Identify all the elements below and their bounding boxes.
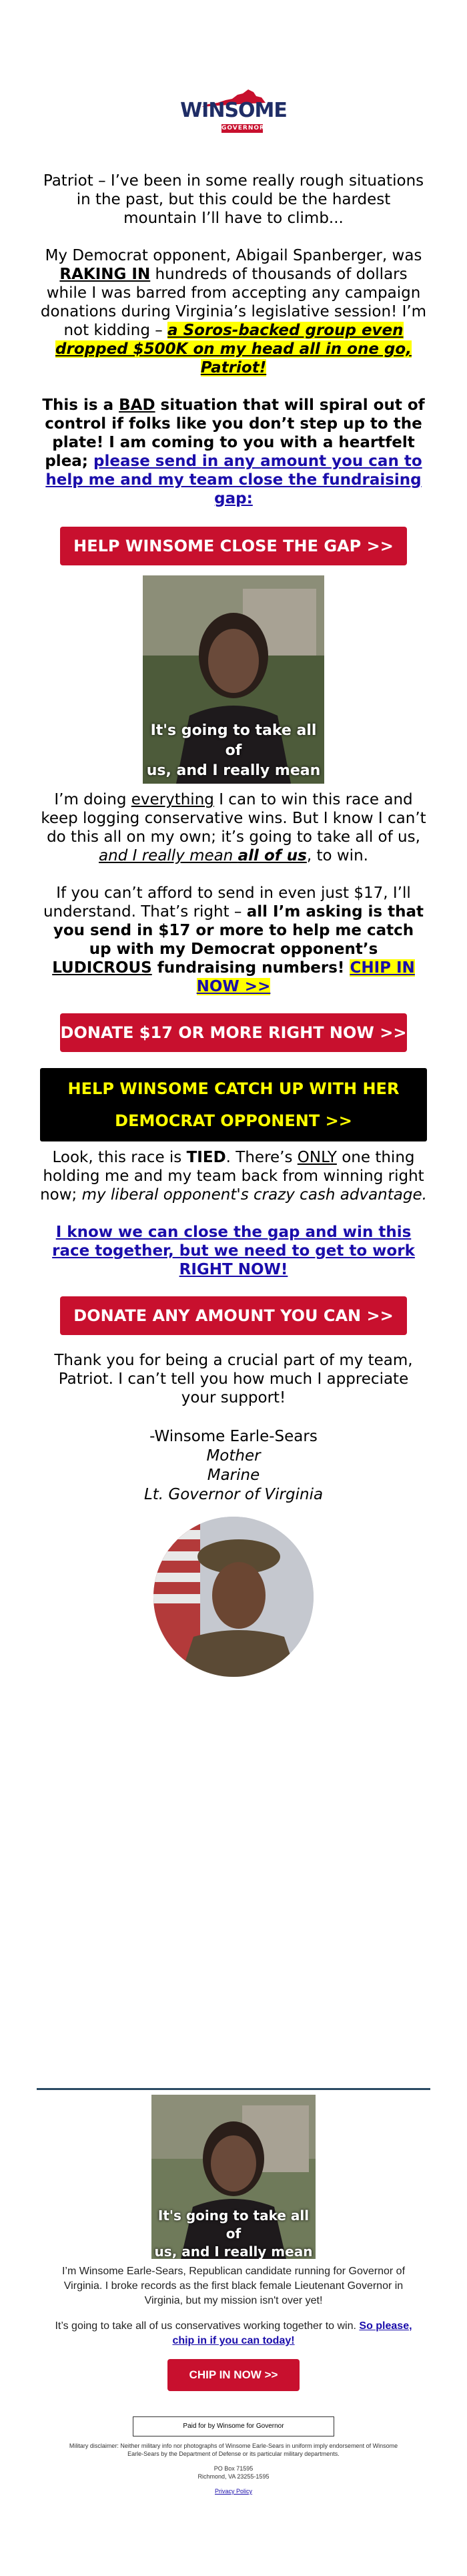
tied-text-c: . There’s — [225, 1149, 298, 1166]
signature-title-lt-governor: Lt. Governor of Virginia — [143, 1486, 324, 1503]
marine-portrait-graphic — [153, 1517, 314, 1677]
letter-body-2 — [0, 790, 467, 996]
campaign-logo[interactable] — [173, 87, 294, 138]
opponent-text-c: hundreds of thousands of dollars while I was barred from accepting any campaign donations during Virginia’s legislative session! I’m not kidding – — [40, 266, 427, 339]
paid-for-box: Paid for by Winsome for Governor — [133, 2416, 334, 2436]
address-line2: Richmond, VA 23255-1595 — [197, 2473, 270, 2480]
footer-caption-line1: It's going to take all of — [157, 2208, 310, 2242]
only-emphasis: ONLY — [297, 1149, 337, 1166]
cash-advantage-text: my liberal opponent's crazy cash advantage. — [81, 1186, 427, 1204]
letter-body-3 — [0, 1148, 467, 1279]
military-disclaimer: Military disclaimer: Neither military info nor photographs of Winsome Earle-Sears in uniform imply endorsement of Winsome Earle-Sears by the Department of Defense or its particular military departments. — [69, 2442, 398, 2457]
footer-candidate-photo[interactable] — [151, 2095, 316, 2259]
letter-body — [0, 172, 467, 508]
address-line1: PO Box 71595 — [213, 2465, 254, 2472]
really-mean-emphasis: and I really mean — [99, 847, 238, 864]
marine-portrait — [153, 1517, 314, 1677]
everything-emphasis: everything — [131, 791, 214, 808]
footer-chip-in-button[interactable]: CHIP IN NOW >> — [167, 2359, 300, 2391]
footer-chip-in-link[interactable]: So please, chip in if you can today! — [172, 2320, 412, 2346]
donate-17-button[interactable]: DONATE $17 OR MORE RIGHT NOW >> — [60, 1013, 407, 1052]
soros-highlight: a Soros-backed group even dropped $500K on my head all in one go, Patriot! — [55, 322, 412, 376]
bad-emphasis: BAD — [119, 397, 155, 414]
photo-caption-line1: It's going to take all of — [150, 722, 317, 759]
close-gap-link[interactable]: please send in any amount you can to help me and my team close the fundraising gap: — [45, 453, 422, 507]
footer-caption-line2: us, and I really mean — [154, 2244, 313, 2259]
ludicrous-emphasis: LUDICROUS — [52, 959, 152, 977]
signature-block — [0, 1427, 467, 1505]
logo-subtitle: GOVERNOR — [221, 125, 265, 132]
ask-paragraph — [40, 884, 427, 996]
signature-title-mother: Mother — [206, 1447, 261, 1465]
footer-divider — [37, 2088, 430, 2090]
effort-paragraph — [40, 790, 427, 865]
all-of-us-emphasis: all of us — [238, 847, 307, 864]
effort-text-a: I’m doing — [54, 791, 131, 808]
plea-paragraph — [40, 396, 427, 508]
effort-text-f: , to win. — [306, 847, 368, 864]
signature-name: -Winsome Earle-Sears — [149, 1428, 318, 1445]
signature-title-marine: Marine — [207, 1467, 260, 1484]
footer-cta-text: It’s going to take all of us conservatives working together to win. — [55, 2320, 360, 2332]
opponent-text-a: My Democrat opponent, Abigail Spanberger, was — [45, 247, 422, 264]
opponent-paragraph — [40, 246, 427, 377]
catch-up-line1: HELP WINSOME CATCH UP WITH HER — [67, 1079, 400, 1098]
logo-wordmark: WINSOME — [180, 99, 287, 122]
ask-text-a: If you can’t afford to send in even just $17, I’ll understand. That’s right – — [43, 884, 411, 921]
photo-caption — [143, 721, 324, 781]
catch-up-button[interactable] — [40, 1068, 427, 1141]
footer — [0, 2095, 467, 2495]
header — [0, 0, 467, 147]
tied-paragraph — [40, 1148, 427, 1204]
donate-any-amount-button[interactable]: DONATE ANY AMOUNT YOU CAN >> — [60, 1296, 407, 1335]
help-close-gap-button[interactable]: HELP WINSOME CLOSE THE GAP >> — [60, 527, 407, 565]
ask-text-d: fundraising numbers! — [151, 959, 350, 977]
footer-cta — [0, 2319, 467, 2348]
ask-bold: all I’m asking is that you send in $17 or more to help me catch up with my Democrat opponent’s — [53, 903, 424, 958]
candidate-photo[interactable] — [143, 575, 324, 784]
photo-caption-line2: us, and I really mean — [146, 762, 321, 779]
catch-up-line2: DEMOCRAT OPPONENT >> — [115, 1111, 352, 1130]
chip-in-link[interactable]: CHIP IN NOW >> — [196, 959, 415, 995]
thanks-paragraph: Thank you for being a crucial part of my team, Patriot. I can’t tell you how much I appreciate your support! — [54, 1352, 413, 1406]
raking-in-emphasis: RAKING IN — [59, 266, 151, 283]
win-together-link[interactable]: I know we can close the gap and win this race together, but we need to get to work RIGHT NOW! — [52, 1224, 415, 1278]
tied-text-e: one thing holding me and my team back from winning right now; — [40, 1149, 424, 1204]
footer-spacer — [0, 2391, 467, 2416]
tied-emphasis: TIED — [186, 1149, 226, 1166]
footer-photo-caption — [151, 2207, 316, 2259]
privacy-policy-link[interactable]: Privacy Policy — [214, 2488, 252, 2495]
plea-text-a: This is a — [42, 397, 119, 414]
letter-body-4 — [0, 1351, 467, 1407]
intro-paragraph: Patriot – I’ve been in some really rough situations in the past, but this could be the hardest mountain I’ll have to climb... — [43, 172, 424, 227]
close-gap-paragraph — [40, 1223, 427, 1279]
tied-text-a: Look, this race is — [52, 1149, 187, 1166]
plea-text-c: situation that will spiral out of control if folks like you don’t step up to the plate! I am coming to you with a heartfelt plea; — [45, 397, 425, 470]
effort-text-c: I can to win this race and keep logging conservative wins. But I know I can’t do this all on my own; it’s going to take all of us, — [41, 791, 426, 846]
footer-bio: I’m Winsome Earle-Sears, Republican candidate running for Governor of Virginia. I broke records as the first black female Lieutenant Governor in Virginia, but my mission isn't over yet! — [61, 2266, 406, 2306]
